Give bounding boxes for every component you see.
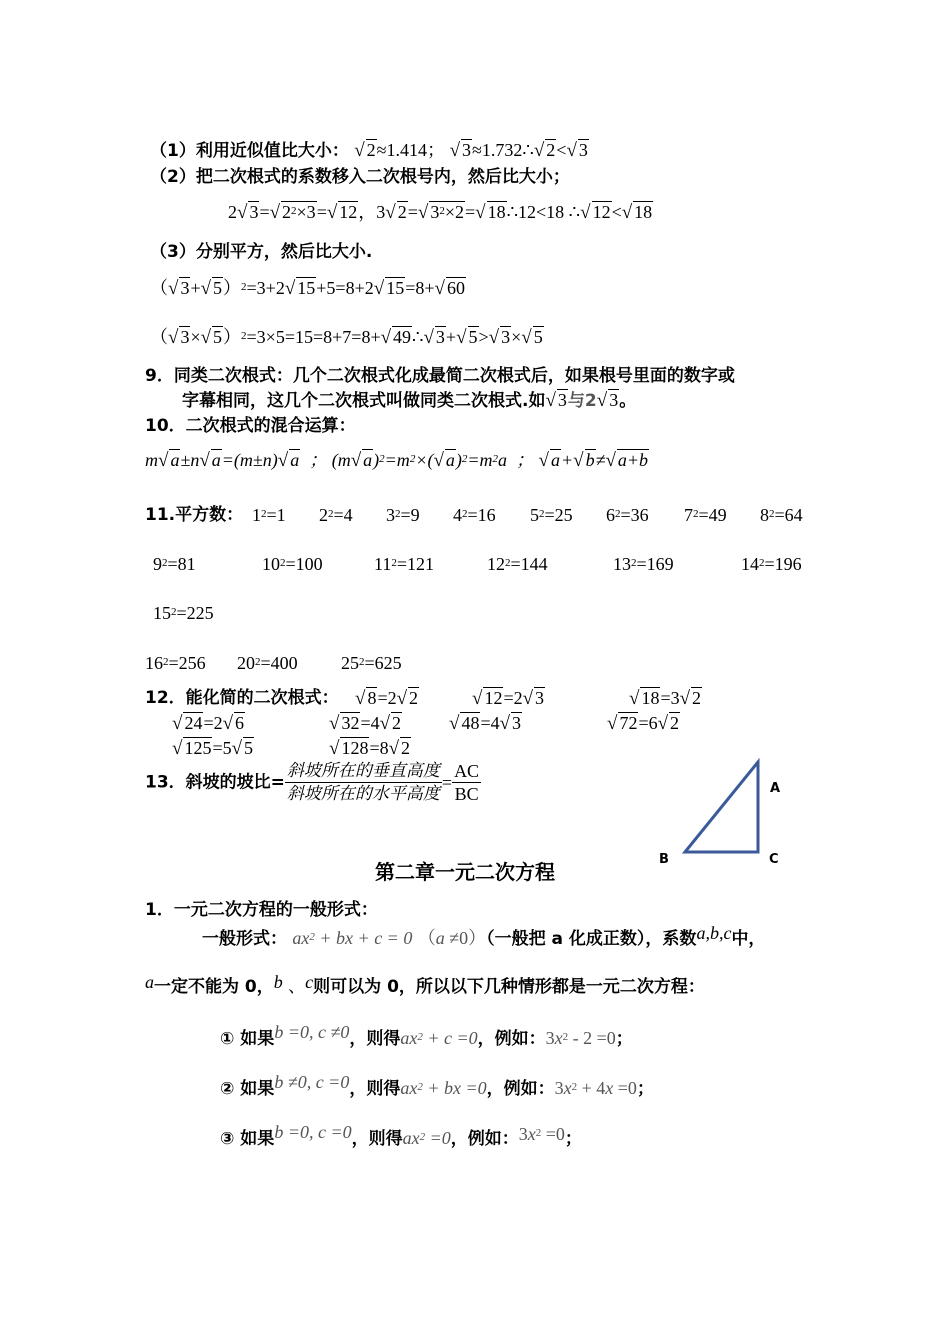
simplified-radical-item: √ 32=4√ 2 [329, 713, 402, 734]
coefficient-conditions-line: a一定不能为 0，b 、c则可以为 0，所以以下几种情形都是一元二次方程： [145, 972, 705, 997]
vertex-label-c: C [769, 852, 779, 867]
square-number-item: $13^2=169$ [613, 554, 674, 574]
square-number-item: $12^2=144$ [487, 554, 548, 574]
square-number-item: $20^2=400$ [237, 653, 298, 673]
square-expression-1: （√ 3+√ 5）$^2$=3+2√ 15+5=8+2√ 15=8+√ 60 [150, 278, 465, 299]
approx-expression: √ 2≈1.414； √ 3≈1.732∴√ 2<√ 3 [354, 140, 588, 161]
square-number-item: $8^2=64$ [760, 505, 803, 525]
square-number-item: $7^2=49$ [684, 505, 727, 525]
simplified-radical-item: √ 8=2√ 2 [355, 688, 419, 709]
case-2-line: ② 如果b ≠0, c =0，则得$ax^2$ + bx =0，例如：$3x^2 + 4x =0$； [220, 1072, 654, 1099]
square-number-item: $1^2=1$ [252, 505, 286, 525]
vertex-label-b: B [659, 852, 669, 867]
slope-ratio-line: 13．斜坡的坡比= $\frac{\text{斜坡所在的垂直高度}}{\text{斜坡所在的水平高度}}$ = $\frac{AC}{BC}$ [145, 761, 480, 804]
similar-radicals-definition: 9．同类二次根式：几个二次根式化成最简二次根式后，如果根号里面的数字或 [145, 366, 735, 386]
square-number-item: $9^2=81$ [153, 554, 196, 574]
slope-triangle-diagram [650, 750, 810, 870]
square-number-item: $14^2=196$ [741, 554, 802, 574]
square-number-item: $15^2=225$ [153, 603, 214, 623]
compare-approx-line [150, 138, 589, 163]
square-number-item: $11^2=121$ [374, 554, 434, 574]
simplifiable-radicals-label: 12．能化简的二次根式： [145, 688, 339, 708]
simplified-radical-item: √ 12=2√ 3 [472, 688, 545, 709]
square-number-item: $16^2=256$ [145, 653, 206, 673]
slope-ratio-fraction: $\frac{\text{斜坡所在的垂直高度}}{\text{斜坡所在的水平高度}}$ [286, 761, 440, 804]
slope-ratio-fraction-letters: $\frac{AC}{BC}$ [454, 761, 480, 804]
square-number-item: $6^2=36$ [606, 505, 649, 525]
slope-triangle [685, 762, 758, 852]
simplified-radical-item: √ 72=6√ 2 [607, 713, 680, 734]
square-expression-2: （√ 3×√ 5）$^2$=3×5=15=8+7=8+√ 49∴√ 3+√ 5>√ 3×√ 5 [150, 327, 543, 348]
mixed-operations-formulas: m√ a±n√ a=(m±n)√ a ； (m√ $a)^2=m^2\times(√$ $a)^2=m^2a$ ； √ a+√ b≠√ a+b [145, 450, 649, 471]
simplified-radical-item: √ 48=4√ 3 [449, 713, 522, 734]
square-numbers-label: 11.平方数： [145, 505, 244, 525]
general-form-line: 一般形式： $ax^2$ + bx + c = 0 （a ≠0）（一般把 a 化成正数），系数a,b,c中， [202, 923, 766, 949]
case-1-line: ① 如果b =0, c ≠0，则得$ax^2 + c =0$，例如：$3x^2 - 2 =0$； [220, 1022, 633, 1049]
square-number-item: $25^2=625$ [341, 653, 402, 673]
move-coefficient-expression: 2√ 3=√ $2^2\times 3=√$ 12，3√ 2=√ $3^2\times 2=√$ 18∴12<18 ∴√ 12<√ 18 [228, 202, 653, 223]
vertex-label-a: A [770, 781, 781, 796]
square-compare-line: （3）分别平方，然后比大小. [150, 242, 373, 262]
square-number-item: $10^2=100$ [262, 554, 323, 574]
square-number-item: $4^2=16$ [453, 505, 496, 525]
square-number-item: $3^2=9$ [386, 505, 420, 525]
compare-approx-label: （1）利用近似值比大小： [150, 141, 349, 161]
move-coefficient-line: （2）把二次根式的系数移入二次根号内，然后比大小； [150, 167, 570, 187]
simplified-radical-item: √ 125=5√ 5 [172, 738, 254, 759]
chapter-title: 第二章一元二次方程 [375, 860, 555, 884]
case-3-line: ③ 如果b =0, c =0，则得$ax^2 =0$，例如：$3x^2 =0$； [220, 1122, 582, 1149]
mixed-operations-title: 10．二次根式的混合运算： [145, 416, 356, 436]
simplified-radical-item: √ 24=2√ 6 [172, 713, 245, 734]
simplified-radical-item: √ 128=8√ 2 [329, 738, 411, 759]
similar-radicals-definition-cont: 字幕相同，这几个二次根式叫做同类二次根式.如√ 3与2√ 3。 [182, 390, 637, 411]
square-number-item: $2^2=4$ [319, 505, 353, 525]
square-number-item: $5^2=25$ [530, 505, 573, 525]
general-form-title: 1．一元二次方程的一般形式： [145, 900, 378, 920]
simplified-radical-item: √ 18=3√ 2 [629, 688, 702, 709]
